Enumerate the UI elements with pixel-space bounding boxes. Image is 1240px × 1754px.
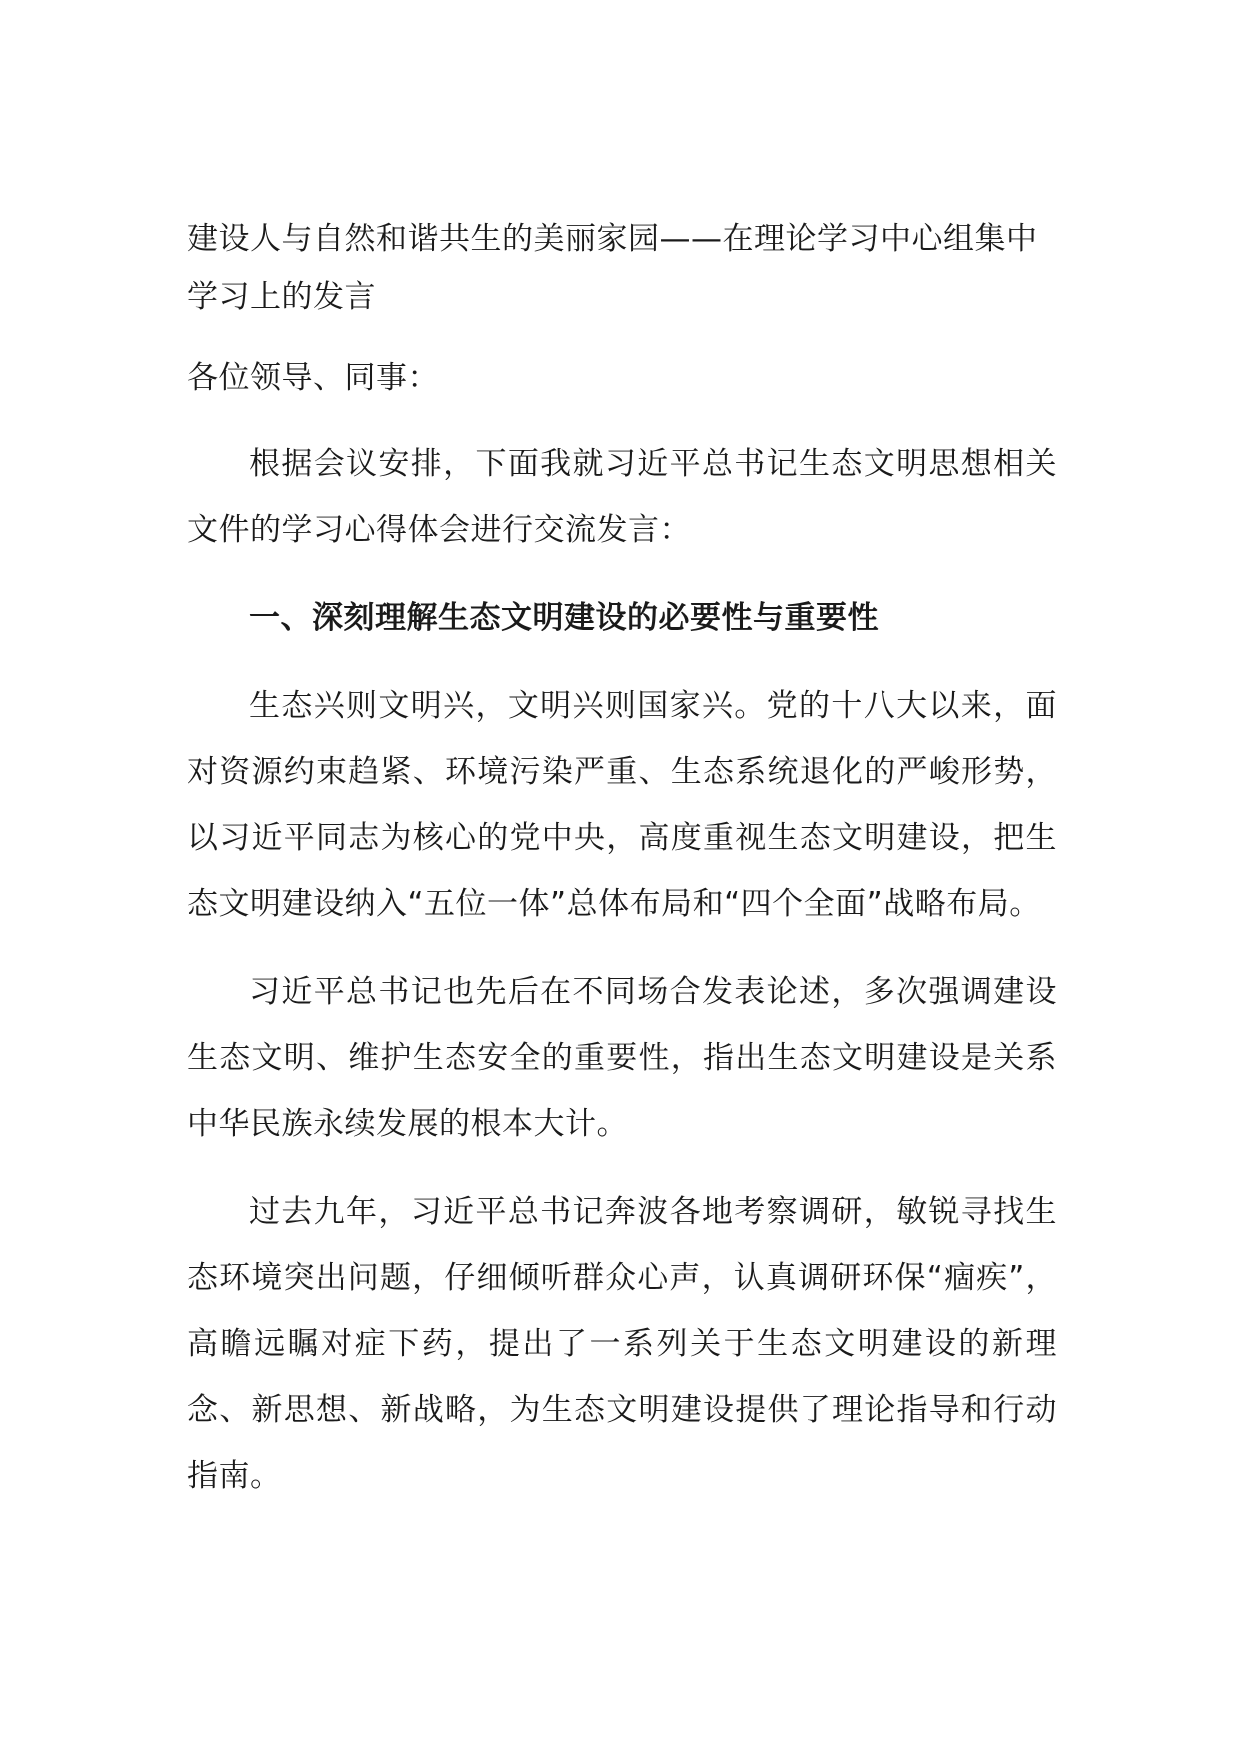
body-paragraph: 过去九年，习近平总书记奔波各地考察调研，敏锐寻找生态环境突出问题，仔细倾听群众心声，认真调研环保“痼疾”，高瞻远瞩对症下药，提出了一系列关于生态文明建设的新理念、新思想、新战略，为生态文明建设提供了理论指导和行动指南。 <box>187 1194 1057 1494</box>
document-title: 建设人与自然和谐共生的美丽家园——在理论学习中心组集中学习上的发言 <box>187 221 1038 315</box>
body-paragraph: 生态兴则文明兴，文明兴则国家兴。党的十八大以来，面对资源约束趋紧、环境污染严重、生态系统退化的严峻形势，以习近平同志为核心的党中央，高度重视生态文明建设，把生态文明建设纳入“五位一体”总体布局和“四个全面”战略布局。 <box>187 688 1057 922</box>
intro-paragraph: 根据会议安排，下面我就习近平总书记生态文明思想相关文件的学习心得体会进行交流发言： <box>187 446 1057 548</box>
section-heading: 一、深刻理解生态文明建设的必要性与重要性 <box>249 600 879 636</box>
body-paragraph: 习近平总书记也先后在不同场合发表论述，多次强调建设生态文明、维护生态安全的重要性，指出生态文明建设是关系中华民族永续发展的根本大计。 <box>187 974 1057 1142</box>
document-body <box>187 210 1057 1509</box>
salutation: 各位领导、同事： <box>187 360 439 396</box>
